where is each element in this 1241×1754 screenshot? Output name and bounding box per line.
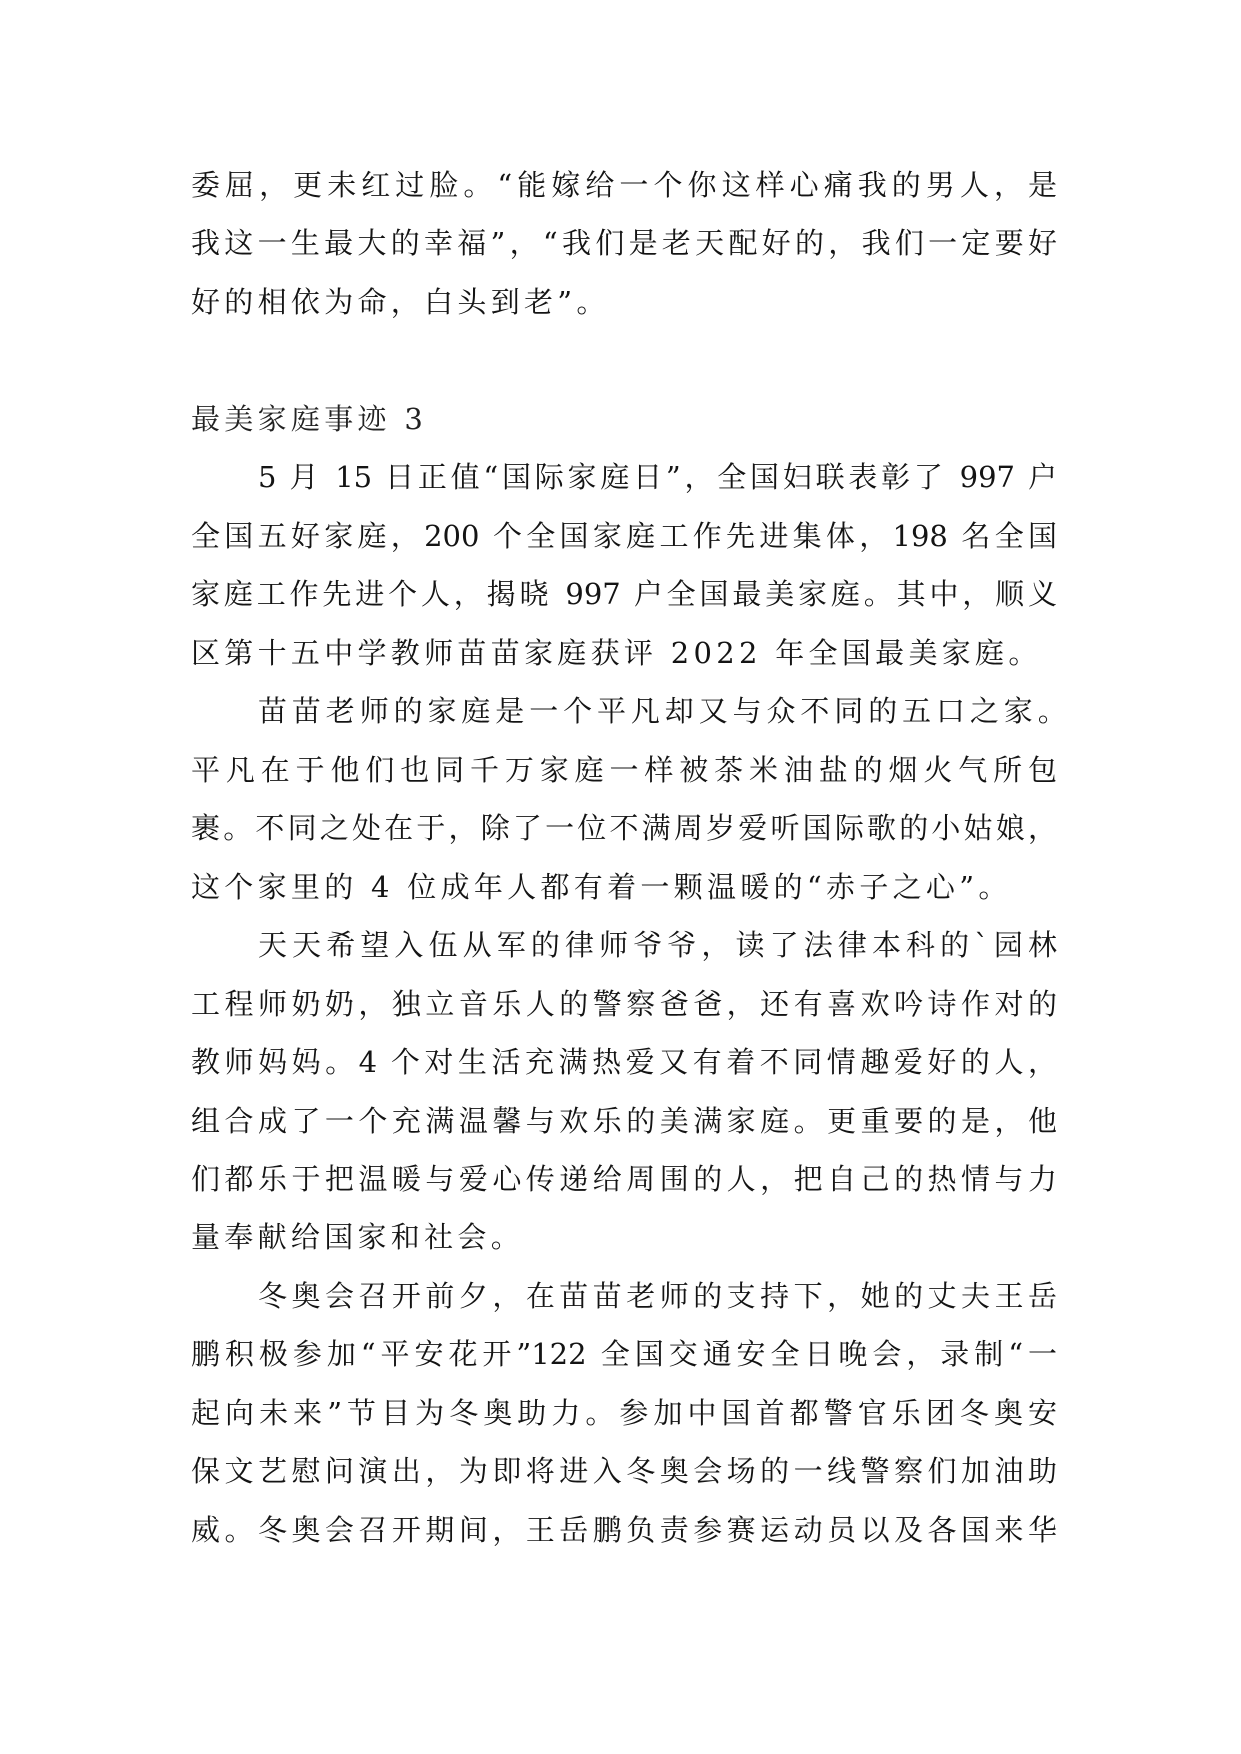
document-body [191,156,1072,1559]
text-line: 委屈，更未红过脸。“能嫁给一个你这样心痛我的男人，是 [191,168,1057,202]
text-line: 鹏积极参加“平安花开”122 全国交通安全日晚会，录制“一 [191,1337,1057,1372]
text-line: 组合成了一个充满温馨与欢乐的美满家庭。更重要的是，他 [191,1103,1057,1138]
text-line: 保文艺慰问演出，为即将进入冬奥会场的一线警察们加油助 [191,1454,1057,1489]
blank-line [191,331,1057,389]
paragraph [191,448,1057,682]
text-line: 平凡在于他们也同千万家庭一样被茶米油盐的烟火气所包 [191,752,1057,787]
text-line: 全国五好家庭，200 个全国家庭工作先进集体，198 名全国 [191,518,1057,553]
text-line: 我这一生最大的幸福”，“我们是老天配好的，我们一定要好 [191,226,1057,261]
text-line: 量奉献给国家和社会。 [191,1220,525,1255]
text-line: 工程师奶奶，独立音乐人的警察爸爸，还有喜欢吟诗作对的 [191,986,1057,1021]
text-line: 区第十五中学教师苗苗家庭获评 2022 年全国最美家庭。 [191,635,1042,670]
text-line: 好的相依为命，白头到老”。 [191,284,610,319]
text-line: 们都乐于把温暖与爱心传递给周围的人，把自己的热情与力 [191,1161,1057,1196]
text-line: 起向未来”节目为冬奥助力。参加中国首都警官乐团冬奥安 [191,1395,1057,1430]
text-line: 裹。不同之处在于，除了一位不满周岁爱听国际歌的小姑娘， [191,811,1057,846]
text-line: 这个家里的 4 位成年人都有着一颗温暖的“赤子之心”。 [191,869,1012,904]
paragraph [191,1267,1057,1559]
text-line: 教师妈妈。4 个对生活充满热爱又有着不同情趣爱好的人， [191,1045,1057,1080]
text-line: 威。冬奥会召开期间，王岳鹏负责参赛运动员以及各国来华 [191,1512,1057,1547]
text-line: 家庭工作先进个人，揭晓 997 户全国最美家庭。其中，顺义 [191,577,1057,612]
text-line: 冬奥会召开前夕，在苗苗老师的支持下，她的丈夫王岳 [258,1278,1057,1313]
paragraph [191,682,1072,916]
paragraph [191,916,1057,1267]
text-line: 苗苗老师的家庭是一个平凡却又与众不同的五口之家。 [258,694,1072,729]
text-line: 天天希望入伍从军的律师爷爷，读了法律本科的`园林 [258,928,1057,963]
paragraph-continued [191,156,1057,331]
section-heading: 最美家庭事迹 3 [191,401,428,436]
text-line: 5 月 15 日正值“国际家庭日”，全国妇联表彰了 997 户 [258,460,1057,495]
